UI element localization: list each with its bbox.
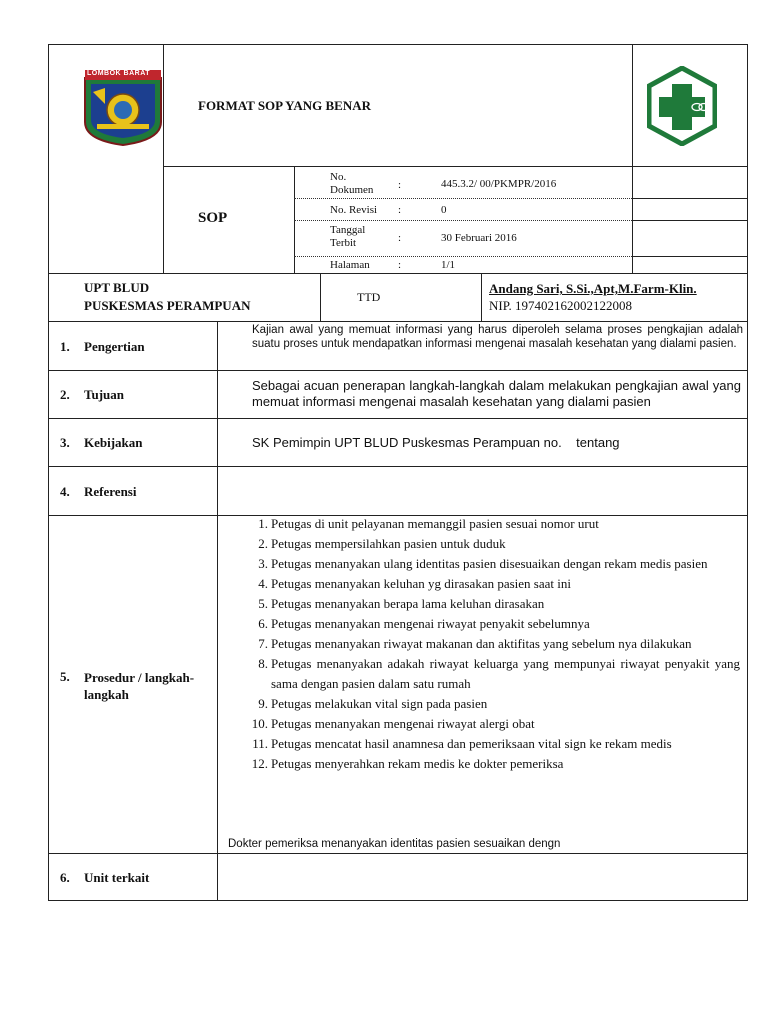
info-line-3r <box>632 256 747 257</box>
step-text: Petugas menanyakan riwayat makanan dan aktifitas yang sebelum nya dilakukan <box>271 636 692 651</box>
doc-number-sep: : <box>398 179 402 191</box>
page-value: 1/1 <box>441 259 456 271</box>
list-item <box>246 574 740 594</box>
header-divider-right <box>632 44 633 167</box>
header-line <box>163 166 747 167</box>
list-item <box>246 594 740 614</box>
info-line-3 <box>294 256 632 257</box>
revision-value: 0 <box>441 204 447 216</box>
list-item <box>246 714 740 734</box>
step-text: Petugas melakukan vital sign pada pasien <box>271 696 488 711</box>
tujuan-number: 2. <box>60 387 70 402</box>
list-item <box>246 754 740 774</box>
section-divider <box>217 321 218 900</box>
info-line-2r <box>632 220 747 221</box>
header-divider-left <box>163 44 164 273</box>
step-text: Petugas menanyakan mengenai riwayat penyakit sebelumnya <box>271 616 590 631</box>
doc-number-label: No. Dokumen <box>330 171 374 196</box>
publish-date-label: Tanggal Terbit <box>330 224 366 249</box>
pengertian-text: Kajian awal yang memuat informasi yang harus diperoleh selama proses pengkajian adalah suatu proses untuk mendapatkan informasi mengenai masalah kesehatan yang dialami pasien. <box>252 324 743 350</box>
prosedur-title: Prosedur / langkah-langkah <box>84 670 195 702</box>
org-name-line1: UPT BLUD <box>84 280 150 295</box>
row-line-1 <box>48 370 748 371</box>
kebijakan-text: SK Pemimpin UPT BLUD Puskesmas Perampuan no. tentang <box>252 435 620 450</box>
publish-date-value: 30 Februari 2016 <box>441 232 517 244</box>
kebijakan-number: 3. <box>60 435 70 450</box>
step-number: 7. <box>258 636 268 651</box>
pengertian-number: 1. <box>60 339 70 354</box>
step-number: 9. <box>258 696 268 711</box>
list-item <box>246 514 740 534</box>
signer-name: Andang Sari, S.Si.,Apt,M.Farm-Klin. <box>489 281 697 296</box>
step-number: 5. <box>258 596 268 611</box>
page-label: Halaman <box>330 259 370 271</box>
ttd-label: TTD <box>357 290 381 304</box>
list-item <box>246 554 740 574</box>
step-text: Petugas mempersilahkan pasien untuk duduk <box>271 536 506 551</box>
org-row-top <box>48 273 748 274</box>
step-number: 10. <box>251 716 268 731</box>
frame-left <box>48 44 49 900</box>
step-number: 1. <box>258 516 268 531</box>
step-number: 12. <box>251 756 268 771</box>
info-line-1 <box>294 198 632 199</box>
step-text: Petugas menanyakan mengenai riwayat alergi obat <box>271 716 535 731</box>
step-number: 6. <box>258 616 268 631</box>
step-text: Petugas menanyakan ulang identitas pasien disesuaikan dengan rekam medis pasien <box>271 556 708 571</box>
kebijakan-title: Kebijakan <box>84 435 143 450</box>
puskesmas-logo <box>647 66 717 146</box>
unit-terkait-number: 6. <box>60 870 70 885</box>
step-number: 8. <box>258 656 268 671</box>
lombok-barat-logo <box>83 70 163 146</box>
list-item <box>246 634 740 654</box>
referensi-title: Referensi <box>84 484 137 499</box>
list-item <box>246 614 740 634</box>
publish-date-sep: : <box>398 232 402 244</box>
signer-nip: NIP. 197402162002122008 <box>489 298 633 313</box>
step-text: Petugas di unit pelayanan memanggil pasien sesuai nomor urut <box>271 516 599 531</box>
row-line-3 <box>48 466 748 467</box>
pengertian-title: Pengertian <box>84 339 145 354</box>
logo-left-text: LOMBOK BARAT <box>87 70 151 77</box>
row-line-5 <box>48 853 748 854</box>
org-row-bottom <box>48 321 748 322</box>
procedure-steps <box>246 514 740 774</box>
step-text: Petugas mencatat hasil anamnesa dan pemeriksaan vital sign ke rekam medis <box>271 736 672 751</box>
step-number: 4. <box>258 576 268 591</box>
list-item <box>246 654 740 694</box>
step-number: 2. <box>258 536 268 551</box>
page-sep: : <box>398 259 402 271</box>
document-title: FORMAT SOP YANG BENAR <box>198 98 371 113</box>
unit-terkait-title: Unit terkait <box>84 870 150 885</box>
row-line-2 <box>48 418 748 419</box>
org-divider-2 <box>481 273 482 321</box>
step-text: Petugas menanyakan keluhan yg dirasakan pasien saat ini <box>271 576 571 591</box>
sop-label: SOP <box>198 210 228 226</box>
frame-top <box>48 44 748 45</box>
info-line-1r <box>632 198 747 199</box>
frame-right <box>747 44 748 900</box>
org-name-line2: PUSKESMAS PERAMPUAN <box>84 298 251 313</box>
tujuan-text: Sebagai acuan penerapan langkah-langkah dalam melakukan pengkajian awal yang memuat informasi mengenai masalah kesehatan yang dialami pasien <box>252 378 741 409</box>
step-number: 3. <box>258 556 268 571</box>
revision-label: No. Revisi <box>330 204 378 216</box>
list-item <box>246 694 740 714</box>
doc-number-value: 445.3.2/ 00/PKMPR/2016 <box>441 178 557 190</box>
step-text: Petugas menanyakan adakah riwayat keluarga yang mempunyai riwayat penyakit yang sama dengan pasien dalam satu rumah <box>271 656 740 691</box>
step-number: 11. <box>252 736 268 751</box>
step-text: Petugas menanyakan berapa lama keluhan dirasakan <box>271 596 545 611</box>
frame-bottom <box>48 900 748 901</box>
referensi-number: 4. <box>60 484 70 499</box>
prosedur-footer-text: Dokter pemeriksa menanyakan identitas pasien sesuaikan dengn <box>228 838 561 850</box>
step-text: Petugas menyerahkan rekam medis ke dokter pemeriksa <box>271 756 564 771</box>
list-item <box>246 734 740 754</box>
tujuan-title: Tujuan <box>84 387 124 402</box>
list-item <box>246 534 740 554</box>
revision-sep: : <box>398 204 402 216</box>
prosedur-number: 5. <box>60 669 70 684</box>
org-divider-1 <box>320 273 321 321</box>
info-line-2 <box>294 220 632 221</box>
